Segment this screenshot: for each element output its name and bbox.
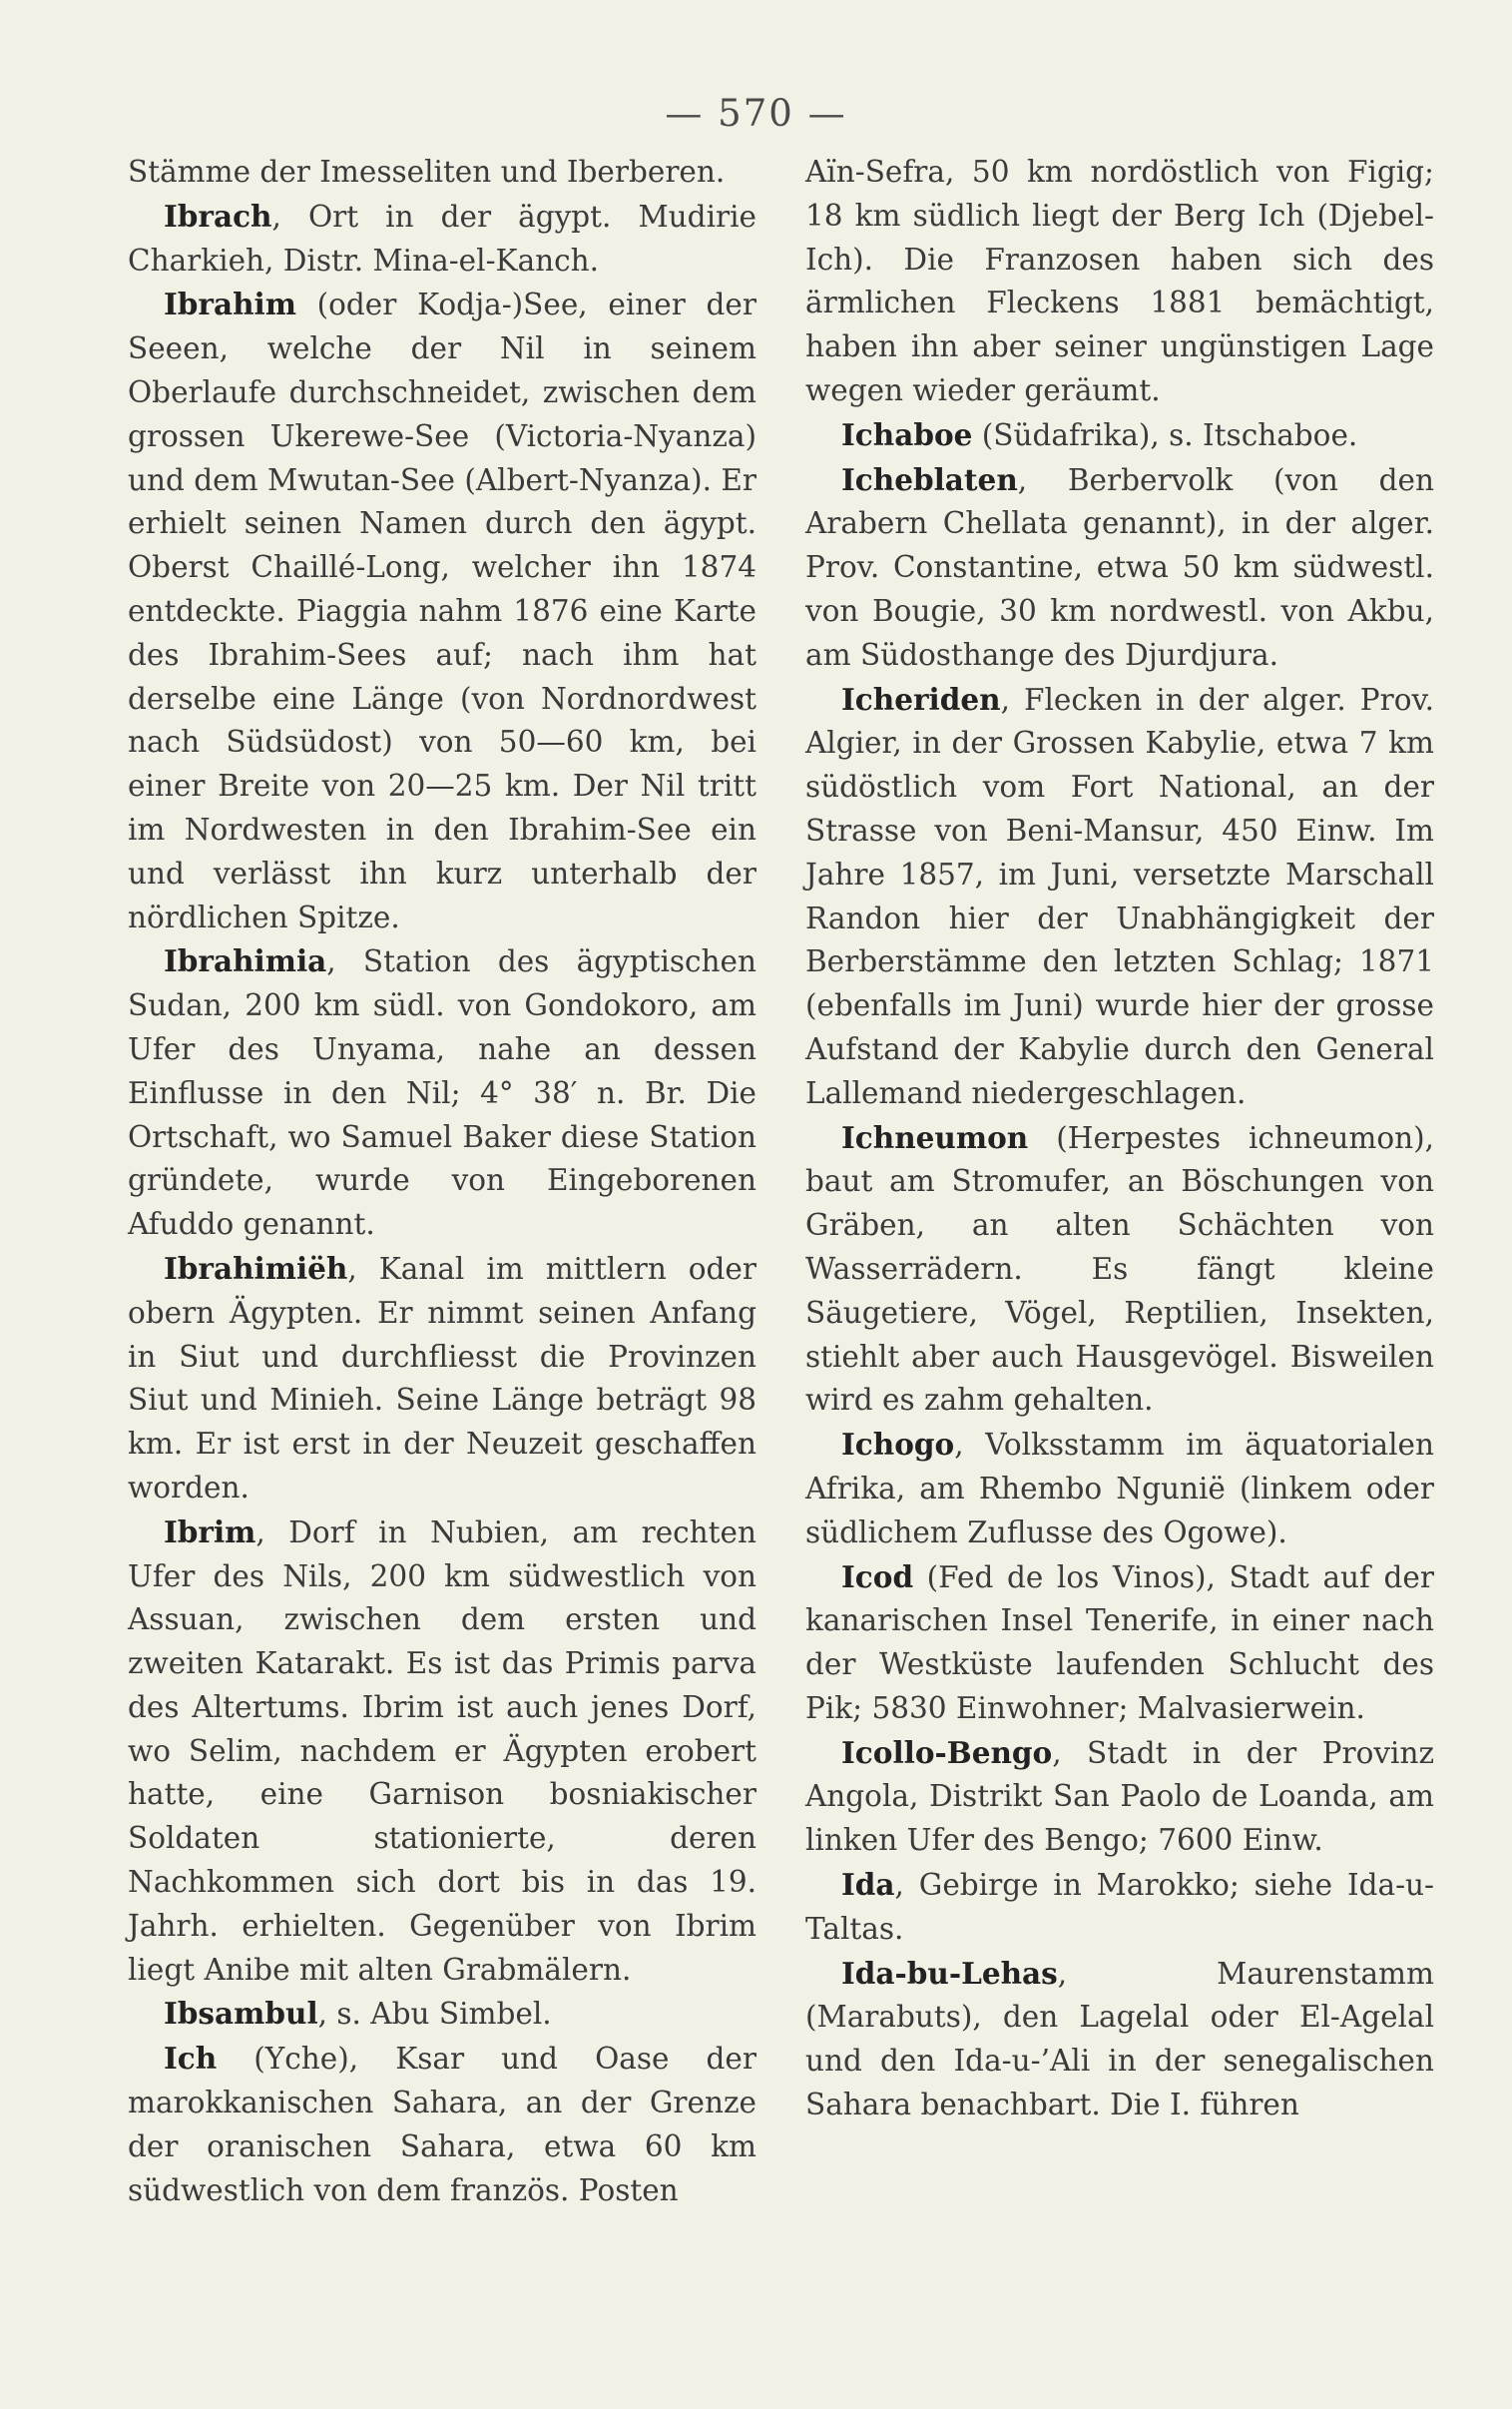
entry-headword: Ibrahimia — [164, 943, 327, 979]
entry-ichneumon: Ichneumon (Herpestes ichneumon), baut am Stromufer, an Böschungen von Gräben, an alten Schächten von Wasserrädern. Es fängt kleine Säugetiere, Vögel, Reptilien, Insekten, stiehlt aber auch Hausgevögel. Bisweilen wird es zahm gehalten. — [805, 1119, 1434, 1418]
entry-icod: Icod (Fed de los Vinos), Stadt auf der kanarischen Insel Tenerife, in einer nach der Westküste laufenden Schlucht des Pik; 5830 Einwohner; Malvasierwein. — [805, 1558, 1434, 1725]
entry-ichaboe: Ichaboe (Südafrika), s. Itschaboe. — [841, 416, 1358, 452]
entry-ibrahimieh: Ibrahimiëh, Kanal im mittlern oder obern Ägypten. Er nimmt seinen Anfang in Siut und durchfliesst die Provinzen Siut und Minieh. Seine Länge beträgt 98 km. Er ist erst in der Neuzeit geschaffen worden. — [128, 1250, 756, 1505]
entry-headword: Ibsambul — [164, 1996, 318, 2032]
entry-headword: Ibrahimiëh — [164, 1250, 348, 1286]
entry-ich: Ich (Yche), Ksar und Oase der marokkanischen Sahara, an der Grenze der oranischen Sahara, etwa 60 km südwestlich von dem französ. Posten — [128, 2041, 756, 2207]
entry-icheriden: Icheriden, Flecken in der alger. Prov. Algier, in der Grossen Kabylie, etwa 7 km südöstlich vom Fort National, an der Strasse von Beni-Mansur, 450 Einw. Im Jahre 1857, im Juni, versetzte Marschall Randon hier der Unabhängigkeit der Berberstämme den letzten Schlag; 1871 (ebenfalls im Juni) wurde hier der grosse Aufstand der Kabylie durch den General Lallemand niedergeschlagen. — [805, 681, 1434, 1110]
right-column — [805, 150, 1434, 2127]
entry-headword: Ich — [164, 2041, 218, 2077]
entry-headword: Ida-bu-Lehas — [841, 1955, 1058, 1991]
entry-headword: Icollo-Bengo — [841, 1734, 1053, 1770]
entry-ida: Ida, Gebirge in Marokko; siehe Ida-u-Taltas. — [805, 1867, 1434, 1946]
entry-headword: Icheblaten — [841, 461, 1018, 497]
entry-ibrach: Ibrach, Ort in der ägypt. Mudirie Charkieh, Distr. Mina-el-Kanch. — [128, 198, 756, 278]
entry-continuation: Stämme der Imesseliten und Iberberen. — [128, 155, 726, 189]
entry-ichogo: Ichogo, Volksstamm im äquatorialen Afrika, am Rhembo Ngunië (linkem oder südlichem Zuflusse des Ogowe). — [805, 1427, 1434, 1549]
entry-ibrahimia: Ibrahimia, Station des ägyptischen Sudan, 200 km südl. von Gondokoro, am Ufer des Unyama, nahe an dessen Einflusse in den Nil; 4° 38′ n. Br. Die Ortschaft, wo Samuel Baker diese Station gründete, wurde von Eingeborenen Afuddo genannt. — [128, 943, 756, 1242]
entry-headword: Ichneumon — [841, 1119, 1029, 1155]
entry-icollo-bengo: Icollo-Bengo, Stadt in der Provinz Angola, Distrikt San Paolo de Loanda, am linken Ufer des Bengo; 7600 Einw. — [805, 1734, 1434, 1858]
entry-ibsambul: Ibsambul, s. Abu Simbel. — [164, 1996, 552, 2032]
entry-headword: Ibrahim — [164, 287, 296, 322]
entry-headword: Ichogo — [841, 1427, 955, 1463]
entry-headword: Icod — [841, 1558, 914, 1594]
entry-headword: Ibrim — [164, 1513, 256, 1549]
page-number: — 570 — — [665, 92, 847, 135]
left-column — [128, 150, 756, 2212]
entry-headword: Ibrach — [164, 198, 272, 234]
entry-ibrahim: Ibrahim (oder Kodja-)See, einer der Seeen, welche der Nil in seinem Oberlaufe durchschneidet, zwischen dem grossen Ukerewe-See (Victoria-Nyanza) und dem Mwutan-See (Albert-Nyanza). Er erhielt seinen Namen durch den ägypt. Oberst Chaillé-Long, welcher ihn 1874 entdeckte. Piaggia nahm 1876 eine Karte des Ibrahim-Sees auf; nach ihm hat derselbe eine Länge (von Nordnordwest nach Südsüdost) von 50—60 km, bei einer Breite von 20—25 km. Der Nil tritt im Nordwesten in den Ibrahim-See ein und verlässt ihn kurz unterhalb der nördlichen Spitze. — [128, 287, 756, 934]
entry-headword: Icheriden — [841, 681, 1001, 717]
entry-continuation: Aïn-Sefra, 50 km nordöstlich von Figig; 18 km südlich liegt der Berg Ich (Djebel-Ich). Die Franzosen haben sich des ärmlichen Fleckens 1881 bemächtigt, haben ihn aber seiner ungünstigen Lage wegen wieder geräumt. — [805, 155, 1434, 407]
entry-ibrim: Ibrim, Dorf in Nubien, am rechten Ufer des Nils, 200 km südwestlich von Assuan, zwischen dem ersten und zweiten Katarakt. Es ist das Primis parva des Altertums. Ibrim ist auch jenes Dorf, wo Selim, nachdem er Ägypten erobert hatte, eine Garnison bosniakischer Soldaten stationierte, deren Nachkommen sich dort bis in das 19. Jahrh. erhielten. Gegenüber von Ibrim liegt Anibe mit alten Grabmälern. — [128, 1513, 756, 1987]
entry-headword: Ichaboe — [841, 416, 973, 452]
entry-ida-bu-lehas: Ida-bu-Lehas, Maurenstamm (Marabuts), den Lagelal oder El-Agelal und den Ida-u-’Ali in der senegalischen Sahara benachbart. Die I. führen — [805, 1955, 1434, 2122]
entry-icheblaten: Icheblaten, Berbervolk (von den Arabern Chellata genannt), in der alger. Prov. Constantine, etwa 50 km südwestl. von Bougie, 30 km nordwestl. von Akbu, am Südosthange des Djurdjura. — [805, 461, 1434, 672]
entry-headword: Ida — [841, 1867, 895, 1903]
